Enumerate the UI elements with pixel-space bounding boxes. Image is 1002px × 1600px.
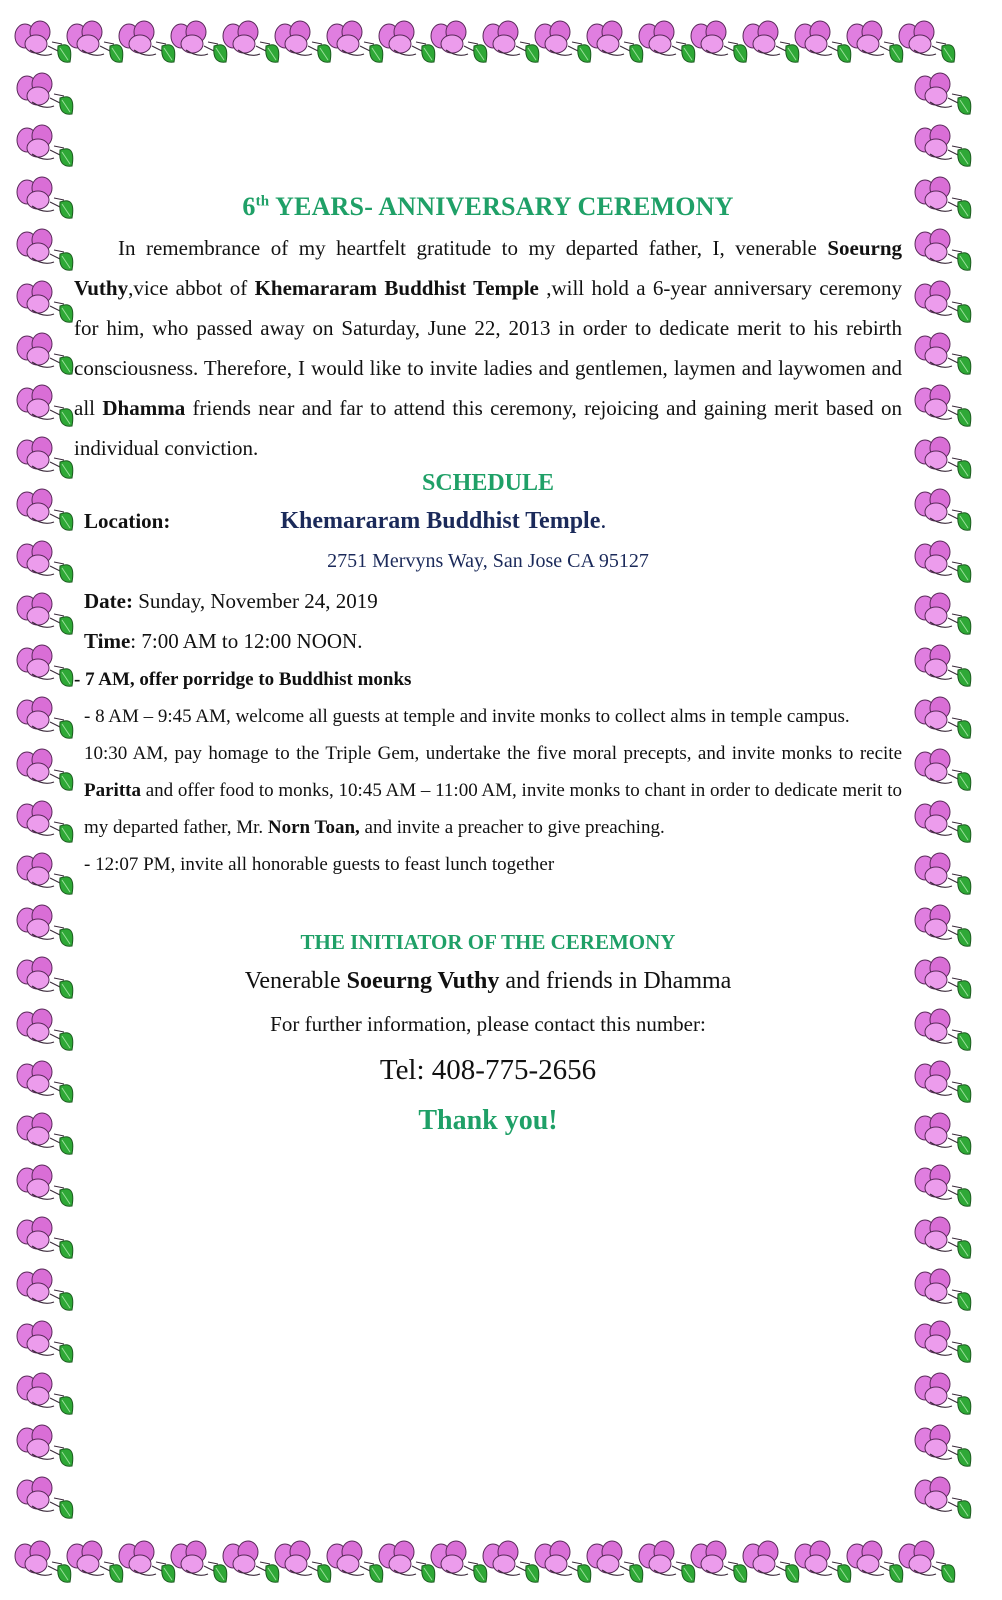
pink-flower-icon bbox=[379, 1541, 435, 1582]
pink-flower-icon bbox=[483, 1541, 539, 1582]
pink-flower-icon bbox=[17, 1009, 73, 1050]
pink-flower-icon bbox=[17, 1217, 73, 1258]
pink-flower-icon bbox=[17, 229, 73, 270]
pink-flower-icon bbox=[639, 1541, 695, 1582]
pink-flower-icon bbox=[915, 749, 971, 790]
pink-flower-icon bbox=[847, 1541, 903, 1582]
pink-flower-icon bbox=[17, 1113, 73, 1154]
pink-flower-icon bbox=[743, 21, 799, 62]
pink-flower-icon bbox=[67, 21, 123, 62]
date-row bbox=[74, 581, 902, 621]
location-label: Location: bbox=[84, 509, 171, 533]
pink-flower-icon bbox=[431, 21, 487, 62]
pink-flower-icon bbox=[915, 645, 971, 686]
schedule-item: - 8 AM – 9:45 AM, welcome all guests at temple and invite monks to collect alms in temple campus. bbox=[84, 706, 850, 727]
pink-flower-icon bbox=[915, 229, 971, 270]
pink-flower-icon bbox=[915, 1217, 971, 1258]
pink-flower-icon bbox=[17, 1321, 73, 1362]
pink-flower-icon bbox=[915, 541, 971, 582]
pink-flower-icon bbox=[915, 1321, 971, 1362]
pink-flower-icon bbox=[327, 21, 383, 62]
schedule-item: 10:30 AM, pay homage to the Triple Gem, undertake the five moral precepts, and invite monks to recite Paritta and offer food to monks, 10:45 AM – 11:00 AM, invite monks to chant in order to dedicate merit to my departed father, Mr. Norn Toan, and invite a preacher to give preaching. bbox=[84, 743, 902, 838]
pink-flower-icon bbox=[431, 1541, 487, 1582]
pink-flower-icon bbox=[17, 1061, 73, 1102]
pink-flower-icon bbox=[171, 1541, 227, 1582]
address: 2751 Mervyns Way, San Jose CA 95127 bbox=[327, 550, 649, 572]
pink-flower-icon bbox=[17, 801, 73, 842]
pink-flower-icon bbox=[915, 1425, 971, 1466]
time-label: Time bbox=[84, 629, 131, 653]
contact-info: For further information, please contact this number: bbox=[270, 1012, 706, 1036]
pink-flower-icon bbox=[915, 1113, 971, 1154]
schedule-heading: SCHEDULE bbox=[421, 470, 555, 496]
date-value: Sunday, November 24, 2019 bbox=[132, 589, 378, 613]
pink-flower-icon bbox=[691, 21, 747, 62]
pink-flower-icon bbox=[915, 333, 971, 374]
pink-flower-icon bbox=[915, 697, 971, 738]
pink-flower-icon bbox=[15, 21, 71, 62]
pink-flower-icon bbox=[899, 1541, 955, 1582]
pink-flower-icon bbox=[17, 749, 73, 790]
pink-flower-icon bbox=[915, 957, 971, 998]
invitation-body bbox=[74, 150, 902, 1147]
pink-flower-icon bbox=[17, 437, 73, 478]
pink-flower-icon bbox=[915, 281, 971, 322]
pink-flower-icon bbox=[17, 1269, 73, 1310]
pink-flower-icon bbox=[915, 489, 971, 530]
pink-flower-icon bbox=[915, 1009, 971, 1050]
pink-flower-icon bbox=[915, 1061, 971, 1102]
pink-flower-icon bbox=[915, 905, 971, 946]
location-row bbox=[74, 501, 902, 541]
pink-flower-icon bbox=[915, 125, 971, 166]
pink-flower-icon bbox=[15, 1541, 71, 1582]
pink-flower-icon bbox=[223, 1541, 279, 1582]
pink-flower-icon bbox=[915, 177, 971, 218]
pink-flower-icon bbox=[915, 1373, 971, 1414]
pink-flower-icon bbox=[17, 385, 73, 426]
pink-flower-icon bbox=[17, 593, 73, 634]
pink-flower-icon bbox=[915, 801, 971, 842]
pink-flower-icon bbox=[171, 21, 227, 62]
pink-flower-icon bbox=[847, 21, 903, 62]
pink-flower-icon bbox=[17, 489, 73, 530]
pink-flower-icon bbox=[223, 21, 279, 62]
intro-paragraph: In remembrance of my heartfelt gratitude to my departed father, I, venerable Soeurng Vuthy,vice abbot of Khemararam Buddhist Temple ,will hold a 6-year anniversary ceremony for him, who passed away on Saturday, June 22, 2013 in order to dedicate merit to his rebirth consciousness. Therefore, I would like to invite ladies and gentlemen, laymen and laywomen and all Dhamma friends near and far to attend this ceremony, rejoicing and gaining merit based on individual conviction. bbox=[74, 236, 903, 460]
pink-flower-icon bbox=[17, 333, 73, 374]
pink-flower-icon bbox=[535, 1541, 591, 1582]
pink-flower-icon bbox=[915, 437, 971, 478]
pink-flower-icon bbox=[17, 1425, 73, 1466]
pink-flower-icon bbox=[743, 1541, 799, 1582]
pink-flower-icon bbox=[915, 385, 971, 426]
page-title: 6th YEARS- ANNIVERSARY CEREMONY bbox=[242, 192, 734, 221]
pink-flower-icon bbox=[795, 1541, 851, 1582]
pink-flower-icon bbox=[639, 21, 695, 62]
pink-flower-icon bbox=[17, 905, 73, 946]
pink-flower-icon bbox=[17, 1477, 73, 1518]
initiator-name: Venerable Soeurng Vuthy and friends in Dhamma bbox=[244, 968, 732, 994]
pink-flower-icon bbox=[535, 21, 591, 62]
pink-flower-icon bbox=[587, 1541, 643, 1582]
schedule-item: - 12:07 PM, invite all honorable guests to feast lunch together bbox=[84, 854, 555, 875]
pink-flower-icon bbox=[17, 125, 73, 166]
pink-flower-icon bbox=[915, 1269, 971, 1310]
pink-flower-icon bbox=[327, 1541, 383, 1582]
pink-flower-icon bbox=[17, 1165, 73, 1206]
pink-flower-icon bbox=[587, 21, 643, 62]
pink-flower-icon bbox=[379, 21, 435, 62]
pink-flower-icon bbox=[17, 73, 73, 114]
pink-flower-icon bbox=[17, 177, 73, 218]
pink-flower-icon bbox=[17, 281, 73, 322]
pink-flower-icon bbox=[915, 593, 971, 634]
pink-flower-icon bbox=[17, 853, 73, 894]
pink-flower-icon bbox=[17, 1373, 73, 1414]
initiator-heading: THE INITIATOR OF THE CEREMONY bbox=[300, 930, 676, 954]
date-label: Date: bbox=[84, 589, 133, 613]
schedule-item: - 7 AM, offer porridge to Buddhist monks bbox=[74, 669, 412, 690]
pink-flower-icon bbox=[915, 73, 971, 114]
phone-number: Tel: 408-775-2656 bbox=[379, 1054, 597, 1086]
pink-flower-icon bbox=[275, 21, 331, 62]
pink-flower-icon bbox=[795, 21, 851, 62]
time-value: : 7:00 AM to 12:00 NOON. bbox=[130, 629, 363, 653]
pink-flower-icon bbox=[915, 853, 971, 894]
pink-flower-icon bbox=[17, 957, 73, 998]
pink-flower-icon bbox=[67, 1541, 123, 1582]
location-name: Khemararam Buddhist Temple. bbox=[280, 508, 607, 534]
pink-flower-icon bbox=[899, 21, 955, 62]
pink-flower-icon bbox=[483, 21, 539, 62]
pink-flower-icon bbox=[17, 697, 73, 738]
pink-flower-icon bbox=[915, 1165, 971, 1206]
thank-you: Thank you! bbox=[418, 1105, 558, 1136]
time-row bbox=[74, 621, 902, 661]
pink-flower-icon bbox=[915, 1477, 971, 1518]
pink-flower-icon bbox=[119, 1541, 175, 1582]
pink-flower-icon bbox=[17, 645, 73, 686]
pink-flower-icon bbox=[119, 21, 175, 62]
pink-flower-icon bbox=[17, 541, 73, 582]
pink-flower-icon bbox=[275, 1541, 331, 1582]
pink-flower-icon bbox=[691, 1541, 747, 1582]
